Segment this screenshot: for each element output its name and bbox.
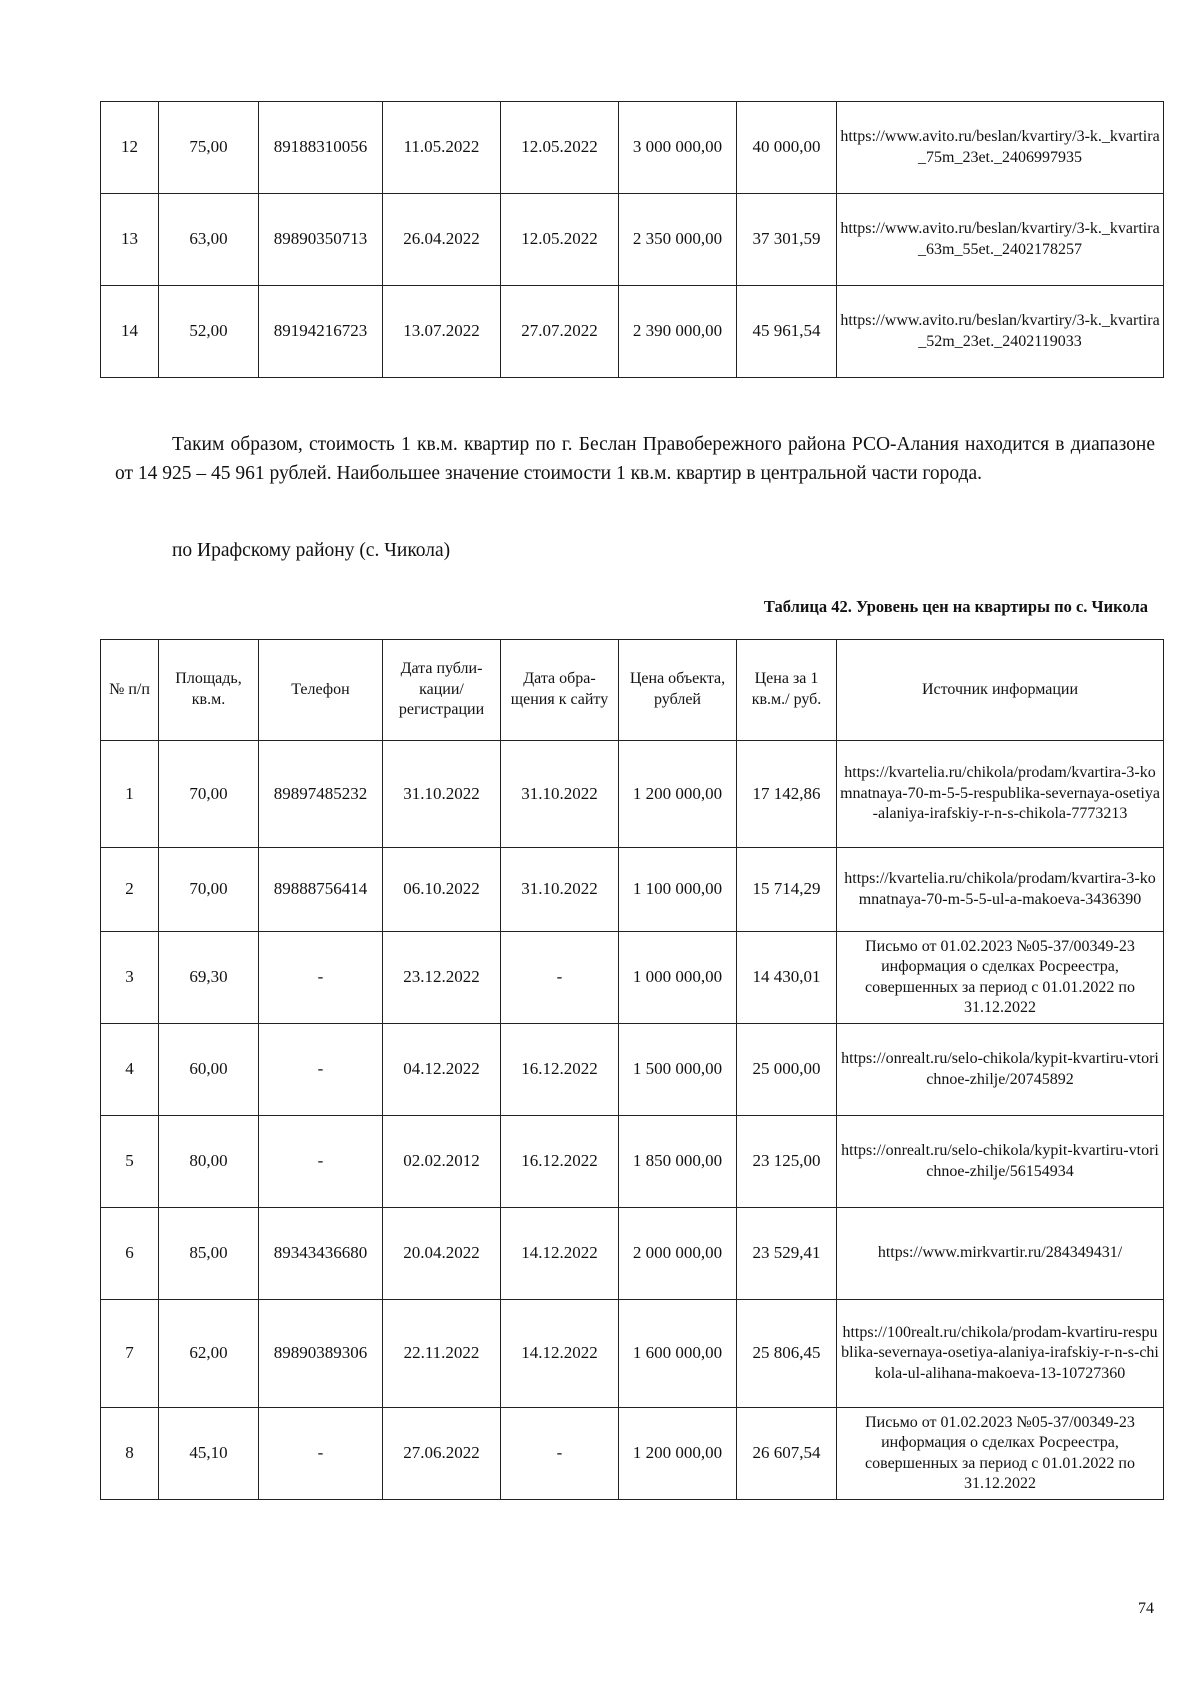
district-heading: по Ирафскому району (с. Чикола) [172,540,451,561]
phone-cell: 89188310056 [259,102,383,194]
access-date-cell: 16.12.2022 [501,1116,619,1208]
table-row [101,1024,1164,1116]
row-number: 13 [101,194,159,286]
publication-date-cell: 11.05.2022 [383,102,501,194]
source-cell: https://onrealt.ru/selo-chikola/kypit-kvartiru-vtorichnoe-zhilje/20745892 [837,1024,1164,1116]
header-source: Источник информации [837,640,1164,741]
header-area: Площадь, кв.м. [159,640,259,741]
publication-date-cell: 06.10.2022 [383,848,501,932]
price-cell: 1 200 000,00 [619,1408,737,1500]
source-cell: https://www.avito.ru/beslan/kvartiry/3-k._kvartira_75m_23et._2406997935 [837,102,1164,194]
access-date-cell: 31.10.2022 [501,848,619,932]
phone-cell: 89888756414 [259,848,383,932]
source-cell: https://onrealt.ru/selo-chikola/kypit-kvartiru-vtorichnoe-zhilje/56154934 [837,1116,1164,1208]
phone-cell: - [259,1408,383,1500]
access-date-cell: 12.05.2022 [501,102,619,194]
header-publication-date: Дата публи-кации/ регистрации [383,640,501,741]
header-number: № п/п [101,640,159,741]
table-row [101,1408,1164,1500]
access-date-cell: 12.05.2022 [501,194,619,286]
price-cell: 2 000 000,00 [619,1208,737,1300]
page-number: 74 [1138,1600,1154,1617]
access-date-cell: 14.12.2022 [501,1208,619,1300]
access-date-cell: 14.12.2022 [501,1300,619,1408]
price-cell: 3 000 000,00 [619,102,737,194]
area-cell: 52,00 [159,286,259,378]
source-cell: https://kvartelia.ru/chikola/prodam/kvartira-3-komnatnaya-70-m-5-5-ul-a-makoeva-3436390 [837,848,1164,932]
price-cell: 1 850 000,00 [619,1116,737,1208]
table-row [101,1300,1164,1408]
publication-date-cell: 04.12.2022 [383,1024,501,1116]
price-per-m2-cell: 23 529,41 [737,1208,837,1300]
source-cell: https://www.mirkvartir.ru/284349431/ [837,1208,1164,1300]
chikola-prices-table [100,639,1164,1500]
header-price: Цена объекта, рублей [619,640,737,741]
phone-cell: - [259,1024,383,1116]
source-cell: https://www.avito.ru/beslan/kvartiry/3-k._kvartira_63m_55et._2402178257 [837,194,1164,286]
header-access-date: Дата обра-щения к сайту [501,640,619,741]
table-row [101,932,1164,1024]
price-per-m2-cell: 14 430,01 [737,932,837,1024]
area-cell: 69,30 [159,932,259,1024]
row-number: 8 [101,1408,159,1500]
phone-cell: 89343436680 [259,1208,383,1300]
price-per-m2-cell: 15 714,29 [737,848,837,932]
row-number: 12 [101,102,159,194]
price-per-m2-cell: 26 607,54 [737,1408,837,1500]
row-number: 7 [101,1300,159,1408]
row-number: 6 [101,1208,159,1300]
price-per-m2-cell: 17 142,86 [737,741,837,848]
publication-date-cell: 22.11.2022 [383,1300,501,1408]
price-cell: 1 500 000,00 [619,1024,737,1116]
price-per-m2-cell: 23 125,00 [737,1116,837,1208]
table-row [101,1208,1164,1300]
phone-cell: 89890350713 [259,194,383,286]
phone-cell: 89890389306 [259,1300,383,1408]
publication-date-cell: 26.04.2022 [383,194,501,286]
publication-date-cell: 31.10.2022 [383,741,501,848]
area-cell: 70,00 [159,741,259,848]
table-row [101,102,1164,194]
area-cell: 45,10 [159,1408,259,1500]
price-cell: 1 100 000,00 [619,848,737,932]
area-cell: 60,00 [159,1024,259,1116]
price-per-m2-cell: 25 000,00 [737,1024,837,1116]
price-per-m2-cell: 37 301,59 [737,194,837,286]
area-cell: 62,00 [159,1300,259,1408]
area-cell: 63,00 [159,194,259,286]
access-date-cell: 31.10.2022 [501,741,619,848]
summary-paragraph: Таким образом, стоимость 1 кв.м. квартир по г. Беслан Правобережного района РСО-Алания находится в диапазоне от 14 925 – 45 961 рублей. Наибольшее значение стоимости 1 кв.м. квартир в центральной части города. [115,434,1155,484]
access-date-cell: 16.12.2022 [501,1024,619,1116]
publication-date-cell: 02.02.2012 [383,1116,501,1208]
price-per-m2-cell: 45 961,54 [737,286,837,378]
price-per-m2-cell: 25 806,45 [737,1300,837,1408]
row-number: 14 [101,286,159,378]
source-cell: https://100realt.ru/chikola/prodam-kvartiru-respublika-severnaya-osetiya-alaniya-irafskiy-r-n-s-chikola-ul-alihana-makoeva-13-10727360 [837,1300,1164,1408]
price-cell: 1 600 000,00 [619,1300,737,1408]
table-header-row [101,640,1164,741]
price-cell: 1 000 000,00 [619,932,737,1024]
phone-cell: - [259,1116,383,1208]
phone-cell: - [259,932,383,1024]
row-number: 1 [101,741,159,848]
header-phone: Телефон [259,640,383,741]
table-row [101,848,1164,932]
publication-date-cell: 27.06.2022 [383,1408,501,1500]
source-cell: https://kvartelia.ru/chikola/prodam/kvartira-3-komnatnaya-70-m-5-5-respublika-severnaya-osetiya-alaniya-irafskiy-r-n-s-chikola-7773213 [837,741,1164,848]
area-cell: 70,00 [159,848,259,932]
table-row [101,194,1164,286]
price-cell: 2 350 000,00 [619,194,737,286]
publication-date-cell: 20.04.2022 [383,1208,501,1300]
phone-cell: 89194216723 [259,286,383,378]
table-caption: Таблица 42. Уровень цен на квартиры по с. Чикола [763,597,1148,616]
row-number: 4 [101,1024,159,1116]
publication-date-cell: 23.12.2022 [383,932,501,1024]
table-row [101,286,1164,378]
area-cell: 80,00 [159,1116,259,1208]
row-number: 3 [101,932,159,1024]
price-cell: 1 200 000,00 [619,741,737,848]
source-cell: Письмо от 01.02.2023 №05-37/00349-23 информация о сделках Росреестра, совершенных за период с 01.01.2022 по 31.12.2022 [837,932,1164,1024]
table-row [101,1116,1164,1208]
phone-cell: 89897485232 [259,741,383,848]
row-number: 2 [101,848,159,932]
table-row [101,741,1164,848]
access-date-cell: - [501,932,619,1024]
access-date-cell: 27.07.2022 [501,286,619,378]
price-per-m2-cell: 40 000,00 [737,102,837,194]
price-cell: 2 390 000,00 [619,286,737,378]
row-number: 5 [101,1116,159,1208]
source-cell: https://www.avito.ru/beslan/kvartiry/3-k._kvartira_52m_23et._2402119033 [837,286,1164,378]
header-price-per-m2: Цена за 1 кв.м./ руб. [737,640,837,741]
area-cell: 85,00 [159,1208,259,1300]
publication-date-cell: 13.07.2022 [383,286,501,378]
area-cell: 75,00 [159,102,259,194]
access-date-cell: - [501,1408,619,1500]
source-cell: Письмо от 01.02.2023 №05-37/00349-23 информация о сделках Росреестра, совершенных за период с 01.01.2022 по 31.12.2022 [837,1408,1164,1500]
top-listings-table [100,101,1164,378]
